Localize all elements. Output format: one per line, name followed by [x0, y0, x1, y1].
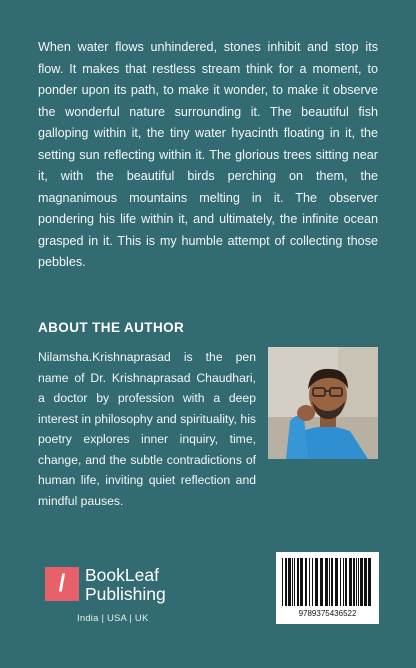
author-bio: Nilamsha.Krishnaprasad is the pen name of Dr. Krishnaprasad Chaudhari, a doctor by profession with a deep interest in philosophy and spirituality, his poetry explores inner inquiry, time, change, and the subtle contradictions of human life, inviting quiet reflection and mindful pauses.	[38, 350, 256, 508]
barcode-bar	[356, 558, 357, 606]
barcode-bars	[276, 552, 379, 608]
barcode-bar	[300, 558, 303, 606]
author-photo	[268, 347, 378, 459]
barcode-bar	[345, 558, 347, 606]
barcode-bar	[349, 558, 352, 606]
barcode-bar	[358, 558, 359, 606]
barcode-bar	[288, 558, 291, 606]
publisher-name-line2: Publishing	[85, 584, 166, 604]
publisher-logo	[45, 567, 205, 627]
barcode-bar	[320, 558, 323, 606]
barcode-bar	[343, 558, 344, 606]
barcode-bar	[315, 558, 318, 606]
barcode-bar	[292, 558, 293, 606]
barcode-bar	[294, 558, 295, 606]
barcode-bar	[340, 558, 341, 606]
barcode-bar	[364, 558, 367, 606]
isbn-barcode	[276, 552, 379, 624]
barcode-bar	[325, 558, 328, 606]
barcode-bar	[305, 558, 307, 606]
barcode-bar	[329, 558, 330, 606]
about-author-heading: ABOUT THE AUTHOR	[38, 320, 185, 335]
barcode-bar	[353, 558, 355, 606]
barcode-bar	[360, 558, 363, 606]
barcode-bar	[285, 558, 287, 606]
publisher-regions: India | USA | UK	[77, 613, 149, 624]
back-cover-blurb: When water flows unhindered, stones inhibit and stop its flow. It makes that restless stream think for a moment, to ponder upon its path, to make it wonder, to make it observe the wonderful nature surrounding it. The beautiful fish galloping within it, the tiny water hyacinth floating in it, the setting sun reflecting within it. The glorious trees sitting near it, with the beautiful birds perching on them, the magnanimous mountains melting in it. The observer pondering his life within it, and ultimately, the infinite ocean grasped in it. This is my humble attempt of collecting those pebbles.	[38, 40, 378, 269]
barcode-bar	[297, 558, 299, 606]
publisher-name-line1: BookLeaf	[85, 565, 159, 585]
barcode-bar	[331, 558, 333, 606]
barcode-bar	[368, 558, 371, 606]
barcode-bar	[309, 558, 310, 606]
barcode-bar	[335, 558, 338, 606]
author-portrait-image	[268, 347, 378, 459]
publisher-logo-slash: /	[58, 570, 66, 597]
barcode-bar	[282, 558, 283, 606]
barcode-bar	[312, 558, 313, 606]
isbn-number: 9789375436522	[298, 609, 357, 618]
